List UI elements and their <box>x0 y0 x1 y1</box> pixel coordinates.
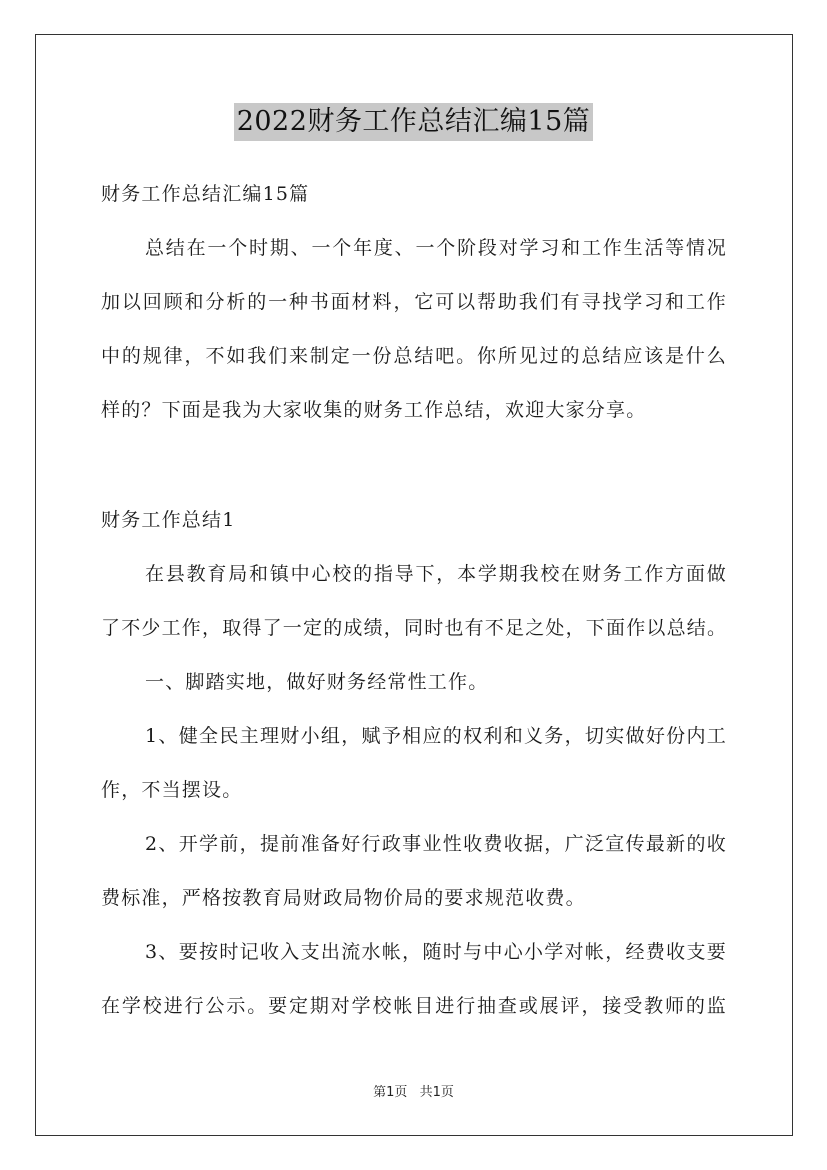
list-item-line: 2、开学前，提前准备好行政事业性收费收据，广泛宣传最新的收 <box>145 833 727 855</box>
document-subtitle: 财务工作总结汇编15篇 <box>101 183 310 205</box>
paragraph-line: 了不少工作，取得了一定的成绩，同时也有不足之处，下面作以总结。 <box>101 617 728 639</box>
intro-line: 总结在一个时期、一个年度、一个阶段对学习和工作生活等情况 <box>145 237 727 259</box>
point-heading: 一、脚踏实地，做好财务经常性工作。 <box>145 671 489 693</box>
list-item-line: 1、健全民主理财小组，赋予相应的权利和义务，切实做好份内工 <box>145 725 727 747</box>
intro-line: 样的？下面是我为大家收集的财务工作总结，欢迎大家分享。 <box>101 399 647 421</box>
page-footer <box>0 1084 827 1102</box>
list-item-line: 费标准，严格按教育局财政局物价局的要求规范收费。 <box>101 887 586 909</box>
document-title: 2022财务工作总结汇编15篇 <box>234 103 594 141</box>
list-item-line: 在学校进行公示。要定期对学校帐目进行抽查或展评，接受教师的监 <box>101 995 727 1017</box>
intro-line: 加以回顾和分析的一种书面材料，它可以帮助我们有寻找学习和工作 <box>101 291 727 313</box>
section-heading: 财务工作总结1 <box>101 509 236 531</box>
list-item-line: 作，不当摆设。 <box>101 779 243 801</box>
list-item-line: 3、要按时记收入支出流水帐，随时与中心小学对帐，经费收支要 <box>145 941 727 963</box>
title-container <box>0 103 827 141</box>
page-number: 第1页 <box>373 1085 408 1100</box>
page-total: 共1页 <box>419 1085 454 1100</box>
intro-line: 中的规律，不如我们来制定一份总结吧。你所见过的总结应该是什么 <box>101 345 727 367</box>
paragraph-line: 在县教育局和镇中心校的指导下，本学期我校在财务工作方面做 <box>145 563 727 585</box>
